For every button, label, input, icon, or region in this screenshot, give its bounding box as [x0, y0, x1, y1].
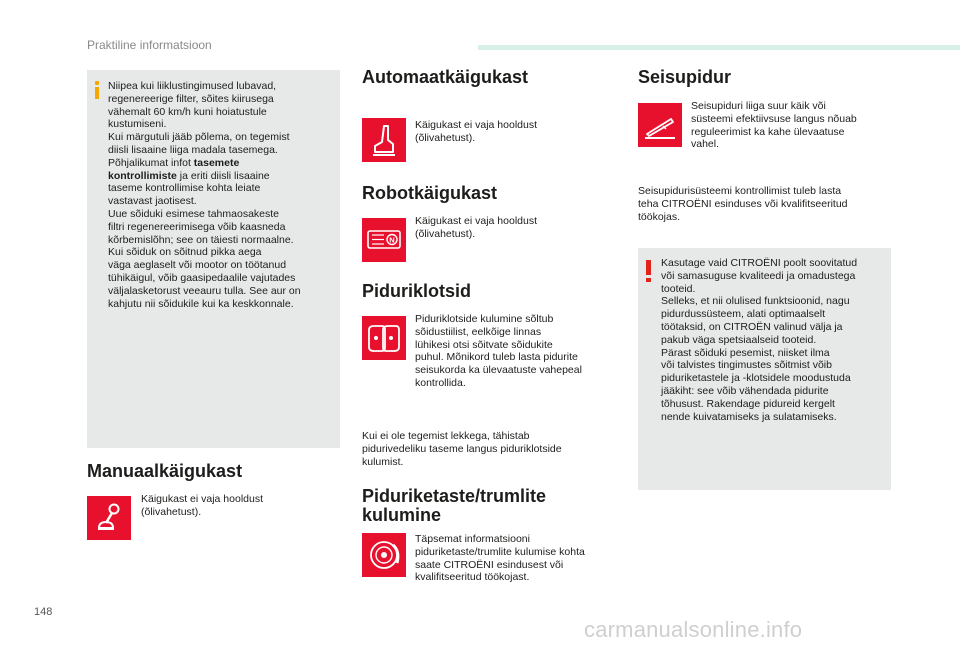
bold-term: tasemete — [193, 156, 240, 169]
brake-pads-heading: Piduriklotsid — [362, 281, 472, 301]
manual-gearbox-heading: Manuaalkäigukast — [87, 461, 243, 481]
bold-term: kontrollimiste — [108, 169, 177, 182]
automatic-gearbox-text: Käigukast ei vaja hooldust (õlivahetust). — [415, 119, 537, 144]
robotic-gearbox-heading: Robotkäigukast — [362, 183, 498, 203]
brake-discs-text: Täpsemat informatsiooni piduriketaste/trumlite kulumise kohta saate CITROËNI esindusest või kvalifitseeritud töökojast. — [415, 533, 585, 584]
brake-fluid-wear-text: Kui ei ole tegemist lekkega, tähistab pidurivedeliku taseme langus piduriklotside kulumist. — [362, 430, 562, 468]
manual-gear-stick-icon — [87, 496, 131, 540]
parking-brake-service-text: Seisupidurisüsteemi kontrollimist tuleb lasta teha CITROËNI esinduses või kvalifitseeritud töökojas. — [638, 185, 848, 223]
info-icon — [95, 81, 99, 99]
watermark: carmanualsonline.info — [584, 617, 803, 642]
page-number: 148 — [34, 606, 53, 618]
automatic-gearbox-heading: Automaatkäigukast — [362, 67, 529, 87]
automatic-gear-selector-icon — [362, 118, 406, 162]
brake-pads-text: Piduriklotside kulumine sõltub sõidustiilist, eelkõige linnas lühikesi otsi sõitvate sõidukite puhul. Mõnikord tuleb lasta pidurite seisukorda ka ülevaatuste vahepeal kontrollida. — [415, 313, 582, 389]
parking-brake-heading: Seisupidur — [638, 67, 732, 87]
svg-text:N: N — [389, 235, 395, 245]
robotic-gearbox-icon — [362, 218, 406, 262]
section-title: Praktiline informatsioon — [87, 38, 212, 52]
parking-brake-lever-icon — [638, 103, 682, 147]
info-note-text: Niipea kui liiklustingimused lubavad, regenereerige filter, sõites kiirusega vähemalt 60 km/h kuni hoiatustule kustumiseni. Kui märgutuli jääb põlema, on tegemist diisli lisaaine liiga madala tasemega. Põhjalikumat infot tasemete kontrollimiste ja eriti diisli lisaaine taseme kontrollimise kohta leiate vastavast jaotisest. Uue sõiduki esimese tahmaosakeste filtri regenereerimisega võib kaasneda kõrbemislõhn; see on täiesti normaalne. Kui sõiduk on sõitnud pikka aega väga aeglaselt või mootor on töötanud tühikäigul, võib gaasipedaalile vajutades väljalasketorust veeauru tulla. See aur on kahjutu nii sõidukile kui ka keskkonnale. — [108, 80, 301, 310]
brake-disc-icon — [362, 533, 406, 577]
parking-brake-text: Seisupiduri liiga suur käik või süsteemi efektiivsuse langus nõuab reguleerimist ka kahe ülevaatuse vahel. — [691, 100, 857, 151]
warning-icon — [646, 260, 652, 282]
brake-pads-icon — [362, 316, 406, 360]
brake-discs-heading: Piduriketaste/trumlite kulumine — [362, 486, 547, 525]
info-note-box — [87, 70, 340, 448]
header-accent-bar — [478, 45, 960, 50]
warning-note-box — [638, 248, 891, 490]
warning-note-text: Kasutage vaid CITROËNI poolt soovitatud või samasuguse kvaliteedi ja omadustega tooteid. Selleks, et nii olulised funktsioonid, nagu pidurdussüsteem, alati optimaalselt töötaksid, on CITROËN valinud välja ja pakub väga spetsiaalseid tooteid. Pärast sõiduki pesemist, niisket ilma või talvistes tingimustes sõitmist võib piduriketastele ja -klotsidele moodustuda jääkiht: see võib vähendada pidurite tõhusust. Rakendage pidureid kergelt nende kuivatamiseks ja sulatamiseks. — [661, 257, 858, 423]
robotic-gearbox-text: Käigukast ei vaja hooldust (õlivahetust). — [415, 215, 537, 240]
manual-gearbox-text: Käigukast ei vaja hooldust (õlivahetust). — [141, 493, 263, 518]
